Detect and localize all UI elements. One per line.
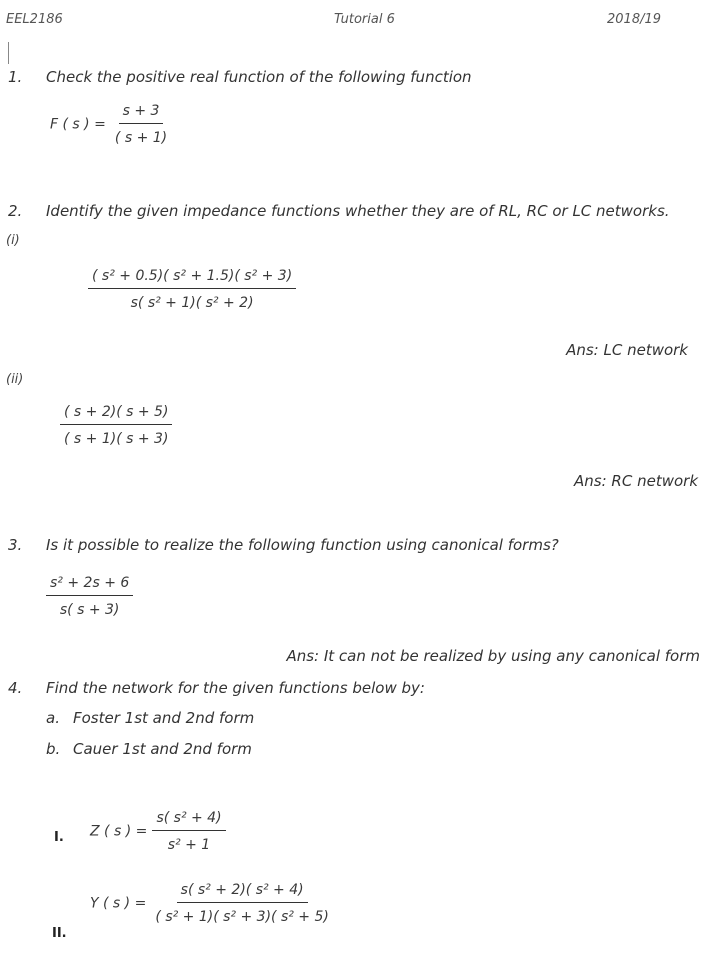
q2-ii-answer: Ans: RC network (574, 472, 698, 490)
q1-text: Check the positive real function of the following function (46, 68, 472, 86)
q4-a-label: a. (46, 709, 60, 727)
q2-i-fraction (88, 268, 296, 311)
q4-ii-denominator: ( s² + 1)( s² + 3)( s² + 5) (155, 909, 329, 925)
q2-i-label: (i) (6, 233, 20, 248)
q2-i-numerator: ( s² + 0.5)( s² + 1.5)( s² + 3) (88, 268, 296, 289)
q4-ii-label: II. (52, 926, 67, 941)
q2-i-equation (88, 268, 296, 311)
q2-text: Identify the given impedance functions whether they are of RL, RC or LC networks. (46, 202, 670, 220)
q1-lhs: F ( s ) = (50, 116, 106, 133)
q4-text: Find the network for the given functions below by: (46, 679, 425, 697)
q3-equation (46, 575, 133, 618)
q3-denominator: s( s + 3) (59, 602, 120, 618)
q1-numerator: s + 3 (119, 103, 164, 124)
q1-equation (50, 103, 171, 146)
text-cursor (8, 42, 9, 64)
q3-fraction (46, 575, 133, 618)
q2-ii-label: (ii) (6, 372, 24, 387)
q3-number: 3. (8, 536, 23, 554)
q1-number: 1. (8, 68, 23, 86)
q2-ii-equation (60, 404, 172, 447)
q4-ii-fraction (151, 882, 332, 925)
q2-i-answer: Ans: LC network (566, 341, 688, 359)
header-course: EEL2186 (6, 12, 63, 27)
q4-ii-equation (90, 882, 333, 925)
q2-ii-denominator: ( s + 1)( s + 3) (64, 431, 169, 447)
q1-denominator: ( s + 1) (114, 130, 168, 146)
q4-a-text: Foster 1st and 2nd form (73, 709, 255, 727)
q2-ii-numerator: ( s + 2)( s + 5) (60, 404, 172, 425)
q4-i-lhs: Z ( s ) = (90, 823, 148, 840)
header-title: Tutorial 6 (334, 12, 395, 27)
q4-i-fraction (152, 810, 225, 853)
q4-i-equation (90, 810, 226, 853)
q3-text: Is it possible to realize the following function using canonical forms? (46, 536, 559, 554)
q2-number: 2. (8, 202, 23, 220)
q3-numerator: s² + 2s + 6 (46, 575, 133, 596)
q4-i-label: I. (54, 830, 64, 845)
q4-ii-lhs: Y ( s ) = (90, 895, 147, 912)
q2-i-denominator: s( s² + 1)( s² + 2) (130, 295, 254, 311)
q4-b-label: b. (46, 740, 61, 758)
q4-b-text: Cauer 1st and 2nd form (73, 740, 252, 758)
q2-ii-fraction (60, 404, 172, 447)
q4-number: 4. (8, 679, 23, 697)
header-year: 2018/19 (607, 12, 662, 27)
q1-fraction (111, 103, 171, 146)
q4-ii-numerator: s( s² + 2)( s² + 4) (177, 882, 308, 903)
q3-answer: Ans: It can not be realized by using any canonical form (286, 647, 700, 665)
q4-i-denominator: s² + 1 (167, 837, 211, 853)
q4-i-numerator: s( s² + 4) (152, 810, 225, 831)
